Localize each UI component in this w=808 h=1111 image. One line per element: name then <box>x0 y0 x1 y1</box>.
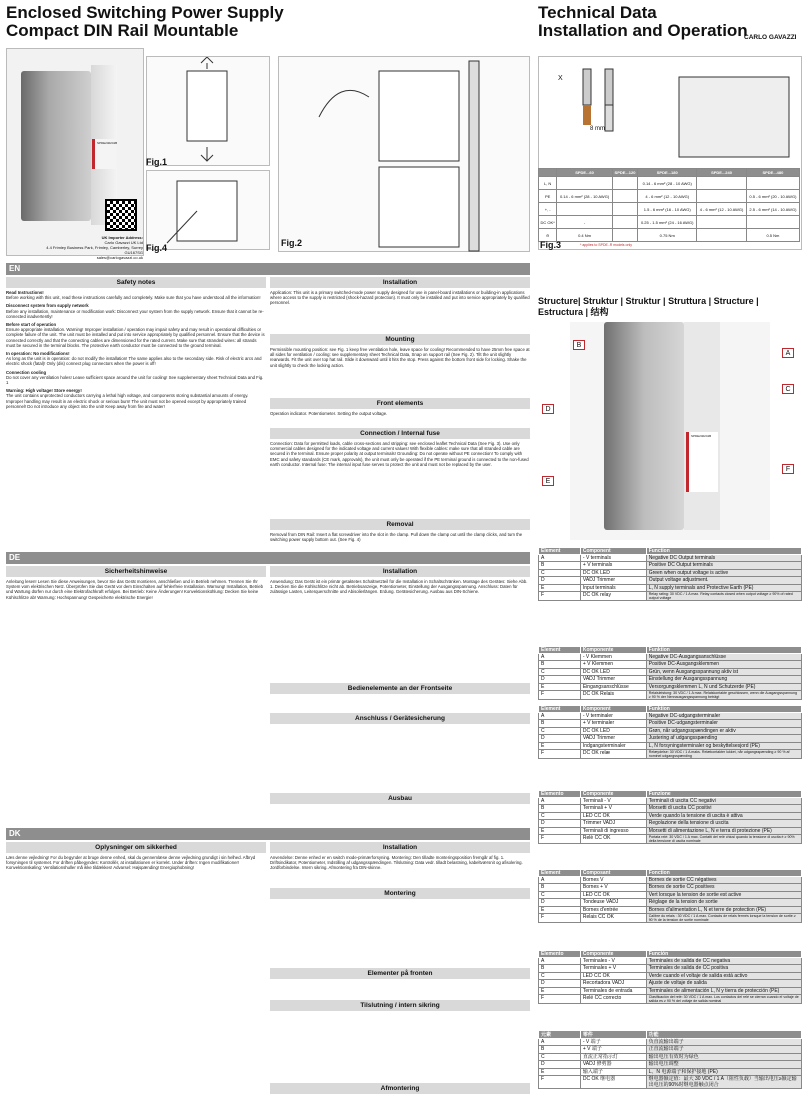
title-right-2: Installation and Operation <box>538 21 748 40</box>
power-supply-photo <box>21 71 91 221</box>
table-row <box>539 720 802 727</box>
table-row <box>539 891 802 898</box>
en-safety-body: Before working with this unit, read these instructions carefully and completely. Make sure that you have understood all the information! <box>6 295 261 301</box>
en-safety-body: As long as the unit is in operation: do not modify the installation! The same applies also to the secondary side. Risk of electric arcs and electric shock (fatal)! Only (dis) connect plug connectors when the power is off! <box>6 356 262 367</box>
table-cell: Positive DC Output terminals <box>646 562 801 569</box>
table-row <box>539 805 802 812</box>
table-cell: Negative DC-Ausgangsanschlüsse <box>646 654 801 661</box>
dk-install-text: Anvendelse: Denne enhed er en switch mode-primærforsyning. Montering: Den tilladte monteringsposition fremgår af fig. 1. Driftsindikator, Potentiometer, Indstilling af udgangsspændingen. Tilslutning: Data vedr. tilladt belastning, kabeltværsnit og afisolering. Jordforbindelse. Intern sikring. Afmontering fra DIN-skinne. <box>270 855 523 871</box>
de-connection-header: Anschluss / Gerätesicherung <box>270 713 530 724</box>
table-header: Element <box>539 870 581 877</box>
table-cell: Morsetti di uscita CC positivi <box>646 805 801 812</box>
table-cell: - V terminaler <box>580 713 646 720</box>
title-right-1: Technical Data <box>538 3 657 22</box>
en-application-text: Application: This unit is a primary switched-mode power supply designed for use in panel-board installations or building-in applications where access to the supply is restricted (shock-hazard protection). It must only be installed and put into service appropriately by qualified personnel. <box>270 290 530 306</box>
table-cell: Relaisleistung: 30 VDC / 1 A max. Relaiskontakte geschlossen, wenn die Ausgangsspannung ≥ 90 % der Nennausgangsspannung beträgt <box>646 690 801 699</box>
figure-4 <box>146 170 270 250</box>
dk-front-header: Elementer på fronten <box>270 968 530 979</box>
table-header: 零件 <box>580 1031 646 1039</box>
table-cell: LED CC OK <box>580 972 646 979</box>
en-safety-heading: Before start of operation <box>6 322 57 328</box>
component-table <box>538 646 802 700</box>
table-cell: Negative DC Output terminals <box>646 555 801 562</box>
table-cell: 正直流输出端子 <box>646 1046 801 1053</box>
table-cell: F <box>539 834 581 843</box>
table-row <box>539 591 802 600</box>
en-safety-paragraph <box>6 322 266 348</box>
table-cell: Relæydelse: 30 VDC / 1 A maks. Relækontakter lukket, når udgangsspænding ≥ 90 % af nominel udgangsspænding <box>646 749 801 758</box>
en-safety-body: The unit contains unprotected conductors carrying a lethal high voltage, and components storing substantial amounts of energy. Improper handling may result in an electric shock or serious burn! The unit must not be opened except by appropriately trained personnel! Do not introduce any object into the unit! Keep away from fire and water! <box>6 393 249 409</box>
table-cell: 直流正常指示灯 <box>580 1053 646 1060</box>
title-left-1: Enclosed Switching Power Supply <box>6 3 284 22</box>
lang-band-en: EN <box>6 263 530 275</box>
de-safety-header: Sicherheitshinweise <box>6 566 266 577</box>
table-cell: F <box>539 749 581 758</box>
table-row <box>539 906 802 913</box>
table-cell: Trimmer VADJ <box>580 820 646 827</box>
table-cell: Bornes V <box>580 877 646 884</box>
table-cell: A <box>539 877 581 884</box>
table-cell: + V terminals <box>580 562 646 569</box>
table-row <box>539 812 802 819</box>
table-header: Funktion <box>646 706 801 713</box>
table-row <box>539 562 802 569</box>
component-table <box>538 790 802 844</box>
table-cell: VADJ Trimmer <box>580 676 646 683</box>
figure-2 <box>278 56 530 252</box>
table-cell: A <box>539 713 581 720</box>
table-row <box>539 798 802 805</box>
table-cell: A <box>539 798 581 805</box>
table-row <box>539 1053 802 1060</box>
en-connection-text: Connection: Data for permitted loads, cable cross-sections and stripping: see enclosed leaflet Technical Data (See Fig. 3). Use only commercial cables designed for the indicated voltage and current values! With flexible cables: make sure that all stranded cable are secured in the terminal. Ensure proper polarity at output terminals! Grounding: Do not operate without PE connection! To comply with EMC and safety standards (CE mark, approvals), the unit must only be operated if the PE terminal ground is connected to the non-fused earth conductor. Internal fuse: The internal input fuse serves to protect the unit and must not be replaced by the user. <box>270 441 529 467</box>
table-row <box>539 676 802 683</box>
table-cell: - V 端子 <box>580 1039 646 1046</box>
table-cell: Eingangsanschlüsse <box>580 683 646 690</box>
table-row <box>539 749 802 758</box>
de-safety-text: Anleitung lesen! Lesen Sie diese Anweisungen, bevor Sie das Gerät montieren, anschließen und in Betrieb nehmen. Trennen Sie Ihr System vom elektrischen Netz. Überprüfen Sie das Gerät vor dem Einschalten auf fehlerfreie Installation. Warnung! Installation, Betrieb und Wartung dürfen nur durch eine Elektrofachkraft erfolgen. Bei Betrieb: Keine Änderungen! Konvektionskühlung: Decken Sie keine Kühlschlitze ab! Warnung: Hochspannung! Gespeicherte elektrische Energie! <box>6 579 264 600</box>
table-header: Komponente <box>580 647 646 654</box>
table-cell: Bornes de sortie CC positives <box>646 884 801 891</box>
en-front-header: Front elements <box>270 398 530 409</box>
table-cell: Grün, wenn Ausgangsspannung aktiv ist <box>646 668 801 675</box>
table-cell: DC OK relæ <box>580 749 646 758</box>
table-cell: A <box>539 654 581 661</box>
table-cell: Negative DC-udgangsterminaler <box>646 713 801 720</box>
table-cell: + V Klemmen <box>580 661 646 668</box>
table-header: Composant <box>580 870 646 877</box>
table-header: Element <box>539 548 581 555</box>
dk-removal-header: Afmontering <box>270 1083 530 1094</box>
de-front-header: Bedienelemente an der Frontseite <box>270 683 530 694</box>
table-cell: Relé CC correcto <box>580 994 646 1003</box>
device-label: SPDE240241B <box>92 139 116 169</box>
table-cell: Grøn, når udgangsspændingen er aktiv <box>646 727 801 734</box>
table-cell: C <box>539 812 581 819</box>
ventilation-diagram <box>147 57 271 167</box>
table-row <box>539 980 802 987</box>
component-table <box>538 950 802 1004</box>
component-table <box>538 705 802 759</box>
table-cell: D <box>539 577 581 584</box>
table-header: Component <box>580 548 646 555</box>
badge-d: D <box>542 404 554 414</box>
en-safety-paragraph <box>6 290 266 300</box>
table-row <box>539 899 802 906</box>
spec-note: * applies to SPDE..R models only <box>580 243 632 247</box>
en-removal-text: Removal from DIN Rail: Insert a flat screwdriver into the slot in the clamp. Pull down the clamp out until the clamp clicks, and turn the switching power supply bottom out. (See Fig. 4) <box>270 532 523 543</box>
table-cell: Regolazione della tensione di uscita <box>646 820 801 827</box>
table-header: 功能 <box>646 1031 801 1039</box>
en-safety-header: Safety notes <box>6 277 266 288</box>
table-cell: Terminales de alimentación L, N y tierra de protección (PE) <box>646 987 801 994</box>
table-cell: D <box>539 980 581 987</box>
table-cell: Relais CC OK <box>580 913 646 922</box>
table-cell: Bornes + V <box>580 884 646 891</box>
table-row <box>539 727 802 734</box>
structure-title: Structure| Struktur | Struktur | Struttura | Structure | Estructura | 结构 <box>538 296 759 317</box>
table-cell: Terminales de entrada <box>580 987 646 994</box>
table-header: Elemento <box>539 951 581 958</box>
table-cell: Calibre du relais : 30 VDC / 1 A max. Contacts de relais fermés lorsque la tension de sortie ≥ 90 % de la tension de sortie nominale <box>646 913 801 922</box>
fig3-label: Fig.3 <box>540 240 562 250</box>
table-cell: Terminales - V <box>580 958 646 965</box>
table-cell: B <box>539 1046 581 1053</box>
table-row <box>539 555 802 562</box>
table-cell: Justering af udgangsspænding <box>646 735 801 742</box>
table-cell: VADJ Trimmer <box>580 577 646 584</box>
table-header: Komponent <box>580 706 646 713</box>
dk-connection-header: Tilslutning / intern sikring <box>270 1000 530 1011</box>
table-cell: 负直流输出端子 <box>646 1039 801 1046</box>
table-cell: B <box>539 562 581 569</box>
en-safety-body: Do not cover any ventilation holes! Leave sufficient space around the unit for cooling! See supplementary sheet Technical Data and Fig. 1 <box>6 374 264 386</box>
table-row <box>539 735 802 742</box>
table-cell: F <box>539 1075 581 1088</box>
title-left-2: Compact DIN Rail Mountable <box>6 21 239 40</box>
table-header: Funktion <box>646 647 801 654</box>
en-connection-header: Connection / Internal fuse <box>270 428 530 439</box>
table-header: Element <box>539 647 581 654</box>
table-row <box>539 654 802 661</box>
table-cell: Terminales de salida de CC positiva <box>646 965 801 972</box>
wire-spec-table: SPDE...60 SPDE...120 SPDE...180 SPDE...240 SPDE...480 L, N 0.14 - 6 mm² (28 - 10 AWG) PE 0.14 - 6 mm² (28 - 10 AWG) 4 - 6 mm² (12 - 10 AWG) 0.5 - 6 mm² (20 - 10 AWG) +, - 1.5 - 6 mm² (16 - 10 AWG) 4 - 6 mm² (12 - 10 AWG) 2.5 - 6 mm² (14 - 10 AWG) DC OK* - 0.25 - 1.5 mm² (24 - 16 AWG) ⊖ 0.4 Nm 0.75 Nm 0.5 Nm <box>538 168 800 248</box>
table-cell: F <box>539 690 581 699</box>
table-header: Fonction <box>646 870 801 877</box>
importer-title: UK Importer Address: <box>101 235 143 240</box>
product-photo <box>6 48 144 260</box>
table-cell: 输出电压调整 <box>646 1061 801 1068</box>
table-cell: A <box>539 1039 581 1046</box>
table-cell: DC OK 继电器 <box>580 1075 646 1088</box>
table-cell: F <box>539 913 581 922</box>
table-cell: Indgangsterminaler <box>580 742 646 749</box>
table-cell: E <box>539 742 581 749</box>
badge-c: C <box>782 384 794 394</box>
table-cell: Green when output voltage is active <box>646 569 801 576</box>
table-cell: Bornes d'alimentation L, N et terre de protection (PE) <box>646 906 801 913</box>
table-row <box>539 965 802 972</box>
table-cell: DC OK LED <box>580 569 646 576</box>
table-cell: 继电器额定值：最大 30 VDC / 1 A（阻性负载）当输出电压≥额定输出电压的90%时继电器触点闭合 <box>646 1075 801 1088</box>
table-row <box>539 1039 802 1046</box>
table-cell: Positive DC-Ausgangsklemmen <box>646 661 801 668</box>
en-safety-heading: In operation: No modifications! <box>6 351 70 357</box>
table-row <box>539 683 802 690</box>
structure-diagram: SPDE240241B <box>570 322 770 540</box>
en-safety-heading: Read Instructions! <box>6 290 44 295</box>
table-cell: Terminali - V <box>580 798 646 805</box>
table-cell: L、N 电源端子和保护接地 (PE) <box>646 1068 801 1075</box>
table-row <box>539 834 802 843</box>
table-row <box>539 661 802 668</box>
table-cell: DC OK LED <box>580 668 646 675</box>
table-cell: Réglage de la tension de sortie <box>646 899 801 906</box>
table-cell: Terminales de salida de CC negativa <box>646 958 801 965</box>
en-install-header: Installation <box>270 277 530 288</box>
fig4-label: Fig.4 <box>146 243 168 253</box>
table-row <box>539 820 802 827</box>
de-install-text: Anwendung: Das Gerät ist ein primär getaktetes Schaltnetzteil für die Installation in Schaltschränken. Montage des Gerätes: Siehe Abb. 1. Decken Sie die Kühlschlitze nicht ab. Betriebsanzeige, Potentiometer, Einstellung der Ausgangsspannung. Anschluss: Daten für zulässige Lasten, Leiterquerschnitte und Abisolierlängen. Erdung. Gerätesicherung. Ausbau aus DIN-Schiene. <box>270 579 528 595</box>
table-cell: Terminales + V <box>580 965 646 972</box>
lang-band-dk: DK <box>6 828 530 840</box>
table-cell: LED CC OK <box>580 812 646 819</box>
table-cell: Bornes d'entrée <box>580 906 646 913</box>
table-header: Función <box>646 951 801 958</box>
table-cell: Terminali di ingresso <box>580 827 646 834</box>
badge-f: F <box>782 464 794 474</box>
importer-line4: sales@carlogavazzi.co.uk <box>96 255 143 260</box>
en-safety-text <box>6 290 266 548</box>
table-cell: L, N supply terminals and Protective Earth (PE) <box>646 584 801 591</box>
table-cell: E <box>539 584 581 591</box>
table-cell: Recortadora VADJ <box>580 980 646 987</box>
table-cell: + V terminaler <box>580 720 646 727</box>
table-cell: C <box>539 668 581 675</box>
table-cell: E <box>539 987 581 994</box>
x-label: X <box>558 75 563 82</box>
wire-stripping-diagram <box>539 57 803 167</box>
table-header: Elemento <box>539 791 581 798</box>
component-table <box>538 547 802 601</box>
en-mounting-text: Permissible mounting position: see Fig. 1 keep free ventilation hole, leave space for cooling! Recommended to have 25mm free space at all sides for ventilation / cooling: see supplementary sheet Technical Data, Snap on support rail (See Fig. 2). Tilt the unit slightly rearwards. Fit the unit over top hat rail. Slide it downward until it hits the stop. Press against the bottom front side for locking. Shake the unit slightly to check the locking action. <box>270 347 530 368</box>
en-safety-heading: Connection cooling <box>6 369 47 375</box>
de-install-header: Installation <box>270 566 530 577</box>
screwdriver-icon: ⊖ <box>539 229 557 242</box>
table-cell: VADJ 修剪器 <box>580 1061 646 1068</box>
table-cell: F <box>539 994 581 1003</box>
table-cell: Clasificación del relé: 30 VDC / 1 A max. Los contactos del relé se cierran cuando el voltaje de salida es ≥ 90 % del voltaje de salida nominal <box>646 994 801 1003</box>
table-cell: D <box>539 820 581 827</box>
table-cell: + V 端子 <box>580 1046 646 1053</box>
table-cell: D <box>539 1061 581 1068</box>
table-header: 元素 <box>539 1031 581 1039</box>
table-cell: L, N forsyningsterminaler og beskyttelsesjord (PE) <box>646 742 801 749</box>
table-row <box>539 884 802 891</box>
table-cell: Portata relè: 30 VDC / 1 A max. Contatti del relè chiusi quando la tensione di uscita è ≥ 90% della tensione di uscita nominale <box>646 834 801 843</box>
table-row <box>539 1046 802 1053</box>
en-safety-heading: Disconnect system from supply network <box>6 303 89 309</box>
table-cell: Input terminals <box>580 584 646 591</box>
table-header: Funzione <box>646 791 801 798</box>
table-cell: Relay rating: 30 VDC / 1 A max. Relay contacts closed when output voltage ≥ 90% of rated output voltage <box>646 591 801 600</box>
table-cell: C <box>539 891 581 898</box>
table-cell: C <box>539 972 581 979</box>
importer-line2: 4.4 Frimley Business Park, Frimley, Camberley, Surrey <box>46 245 143 250</box>
component-table <box>538 869 802 923</box>
table-cell: DC OK LED <box>580 727 646 734</box>
table-cell: Tondeuse VADJ <box>580 899 646 906</box>
table-row <box>539 569 802 576</box>
qr-code <box>105 199 137 231</box>
figure-1 <box>146 56 270 166</box>
table-row <box>539 958 802 965</box>
en-safety-paragraph <box>6 351 266 367</box>
table-header: Function <box>646 548 801 555</box>
table-row <box>539 913 802 922</box>
table-cell: C <box>539 569 581 576</box>
din-rail-mounting-diagram <box>279 57 531 253</box>
dk-mount-header: Montering <box>270 888 530 899</box>
table-row <box>539 584 802 591</box>
component-table <box>538 1030 802 1089</box>
en-safety-paragraph <box>6 388 266 409</box>
table-cell: 输出电压有效时为绿色 <box>646 1053 801 1060</box>
table-cell: B <box>539 805 581 812</box>
table-cell: DC OK Relais <box>580 690 646 699</box>
fig2-label: Fig.2 <box>281 238 303 248</box>
table-cell: B <box>539 661 581 668</box>
table-row <box>539 877 802 884</box>
table-cell: D <box>539 735 581 742</box>
table-cell: Ajuste de voltaje de salida <box>646 980 801 987</box>
table-row <box>539 742 802 749</box>
dk-install-header: Installation <box>270 842 530 853</box>
table-row <box>539 1061 802 1068</box>
table-cell: LED CC OK <box>580 891 646 898</box>
table-cell: 输入端子 <box>580 1068 646 1075</box>
table-cell: - V terminals <box>580 555 646 562</box>
table-row <box>539 827 802 834</box>
en-front-text: Operation indicator. Potentiometer. Setting the output voltage. <box>270 411 388 416</box>
table-cell: C <box>539 727 581 734</box>
table-cell: Output voltage adjustment. <box>646 577 801 584</box>
table-cell: B <box>539 720 581 727</box>
lang-band-de: DE <box>6 552 530 564</box>
table-header: Componente <box>580 791 646 798</box>
table-cell: DC OK relay <box>580 591 646 600</box>
table-cell: B <box>539 884 581 891</box>
table-cell: E <box>539 683 581 690</box>
table-cell: F <box>539 591 581 600</box>
table-cell: A <box>539 555 581 562</box>
removal-diagram <box>147 171 271 251</box>
table-cell: E <box>539 906 581 913</box>
table-cell: Versorgungsklemmen L, N und Schutzerde (PE) <box>646 683 801 690</box>
table-cell: D <box>539 899 581 906</box>
table-cell: Relè CC OK <box>580 834 646 843</box>
dk-safety-header: Oplysninger om sikkerhed <box>6 842 266 853</box>
table-cell: Terminali + V <box>580 805 646 812</box>
en-removal-header: Removal <box>270 519 530 530</box>
table-cell: Verde cuando el voltaje de salida está activo <box>646 972 801 979</box>
table-cell: Vert lorsque la tension de sortie est active <box>646 891 801 898</box>
table-row <box>539 1068 802 1075</box>
table-cell: A <box>539 958 581 965</box>
table-row <box>539 690 802 699</box>
de-removal-header: Ausbau <box>270 793 530 804</box>
table-row <box>539 994 802 1003</box>
table-header: Element <box>539 706 581 713</box>
en-safety-paragraph <box>6 303 266 319</box>
table-cell: Terminali di uscita CC negativi <box>646 798 801 805</box>
table-cell: VADJ Trimmer <box>580 735 646 742</box>
brand-logo: CARLO GAVAZZI <box>744 34 797 41</box>
dk-safety-text: Læs denne vejledning! For du begynder at bruge denne enhed, skal du gennemlæse denne vejledning grundigt i sin helhed. Afbryd forsyningen til systemet. For driften påbegyndes: Kontrollér, at installationen er korrekt. Under driften: Ingen modifikationer! Konvektionskøling: Ventilationshuller må ikke tildækkes! Advarsel: Højspænding! Energiophobning! <box>6 855 256 871</box>
table-cell: Verde quando la tensione di uscita è attiva <box>646 812 801 819</box>
power-supply-image <box>604 322 684 530</box>
table-row <box>539 668 802 675</box>
table-row <box>539 1075 802 1088</box>
en-safety-body: Before any installation, maintenance or modification work: Disconnect your system from the supply network. Ensure that it cannot be re-connected inadvertently! <box>6 308 264 319</box>
badge-a: A <box>782 348 794 358</box>
table-row <box>539 987 802 994</box>
table-cell: D <box>539 676 581 683</box>
table-cell: - V Klemmen <box>580 654 646 661</box>
table-cell: E <box>539 827 581 834</box>
table-cell: Bornes de sortie CC négatives <box>646 877 801 884</box>
en-safety-heading: Warning: High voltage! Store energy! <box>6 388 82 394</box>
en-mounting-header: Mounting <box>270 334 530 345</box>
badge-e: E <box>542 476 554 486</box>
importer-line1: Carlo Gavazzi UK Ltd <box>104 240 143 245</box>
en-safety-paragraph <box>6 370 266 386</box>
table-cell: Positive DC-udgangsterminaler <box>646 720 801 727</box>
badge-b: B <box>573 340 585 350</box>
table-cell: Morsetti di alimentazione L, N e terra di protezione (PE) <box>646 827 801 834</box>
strip-length: 8 mm <box>590 126 605 132</box>
table-cell: B <box>539 965 581 972</box>
table-row <box>539 972 802 979</box>
table-cell: C <box>539 1053 581 1060</box>
table-header: Componente <box>580 951 646 958</box>
en-safety-body: Ensure appropriate installation. Warning! Improper installation / operation may impair safety and may result in operational difficulties or complete failure of the unit. The unit must be installed and put into service appropriately by qualified personnel. Ensure that the device is connected correctly and that the connecting cables are dimensioned for the rated current. Make sure that stranded wires: all strands must be secured in the terminal blocks. The protective earth conductor must be connected to the ground terminal. <box>6 327 265 348</box>
fig1-label: Fig.1 <box>146 157 168 167</box>
table-cell: E <box>539 1068 581 1075</box>
table-cell: Einstellung der Ausgangsspannung <box>646 676 801 683</box>
table-row <box>539 577 802 584</box>
importer-line3: GU167SG <box>124 250 143 255</box>
table-row <box>539 713 802 720</box>
